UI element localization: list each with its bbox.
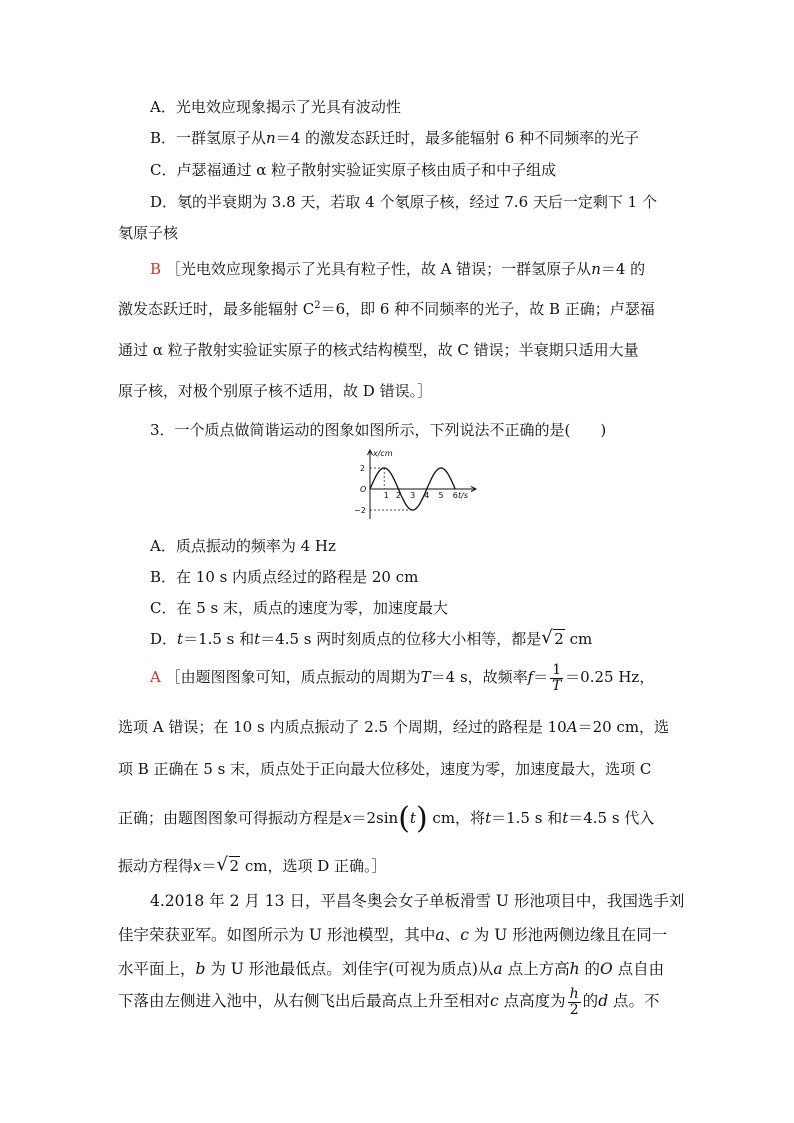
q2-answer-line-3: 通过 α 粒子散射实验证实原子的核式结构模型，故 C 错误；半衰期只适用大量: [118, 341, 639, 359]
q2-option-d-cont: 氡原子核: [118, 224, 179, 242]
q3-option-a: A．质点振动的频率为 4 Hz: [150, 537, 336, 555]
shm-graph: [340, 447, 480, 525]
y-tick-label: 2: [360, 464, 366, 473]
y-axis-label: x/cm: [373, 449, 393, 458]
q4-line-2: 佳宇荣获亚军。如图所示为 U 形池模型，其中a、c 为 U 形池两侧边缘且在同一: [118, 926, 668, 944]
q3-answer-line-2: 选项 A 错误；在 10 s 内质点振动了 2.5 个周期，经过的路程是 10A＝20 cm，选: [118, 718, 670, 736]
q2-option-b: B．一群氢原子从n＝4 的激发态跃迁时，最多能辐射 6 种不同频率的光子: [150, 129, 640, 147]
q3-answer-line-5: 振动方程得x＝√ 2 cm，选项 D 正确。］: [118, 855, 387, 876]
x-tick-label: 3: [410, 491, 416, 500]
x-tick-label: 6: [452, 491, 458, 500]
q4-line-4: 下落由左侧进入池中，从右侧飞出后最高点上升至相对c 点高度为 $\frac{h}{2}$ 的d 点。不: [118, 986, 660, 1018]
q3-answer-line-3: 项 B 正确在 5 s 末，质点处于正向最大位移处，速度为零，加速度最大，选项 C: [118, 760, 652, 778]
sqrt-symbol: √ 2: [219, 857, 241, 875]
x-tick-label: 5: [438, 491, 444, 500]
sqrt-symbol: √ 2: [543, 630, 565, 648]
q2-answer-line-1: B ［光电效应现象揭示了光具有粒子性，故 A 错误；一群氢原子从n＝4 的: [150, 260, 646, 278]
q3-answer-line-1: A ［由题图图象可知，质点振动的周期为T＝4 s，故频率f＝ $\frac{1}{T}$ ＝0.25 Hz，: [150, 662, 655, 694]
fraction-1-over-T: $\frac{1}{T}$: [552, 662, 562, 694]
q3-answer-letter: A: [150, 668, 161, 687]
y-tick-label: −2: [354, 506, 366, 515]
q2-option-d: D．氡的半衰期为 3.8 天，若取 4 个氡原子核，经过 7.6 天后一定剩下 1 个: [150, 193, 657, 211]
fraction-h-over-2: $\frac{h}{2}$: [569, 986, 579, 1018]
q3-option-d: D．t＝1.5 s 和t＝4.5 s 两时刻质点的位移大小相等，都是√ 2 cm: [150, 628, 592, 649]
q2-answer-line-4: 原子核，对极个别原子核不适用，故 D 错误。］: [118, 382, 433, 400]
q2-option-a: A．光电效应现象揭示了光具有波动性: [150, 98, 401, 116]
x-tick-label: 1: [383, 491, 389, 500]
q3-stem: 3．一个质点做简谐运动的图象如图所示，下列说法不正确的是( ): [150, 421, 607, 439]
q2-option-c: C．卢瑟福通过 α 粒子散射实验证实原子核由质子和中子组成: [150, 161, 557, 179]
q3-option-c: C．在 5 s 末，质点的速度为零，加速度最大: [150, 599, 449, 617]
q3-option-b: B．在 10 s 内质点经过的路程是 20 cm: [150, 568, 419, 586]
q3-answer-line-4: 正确；由题图图象可得振动方程是x＝2sin(t) cm，将t＝1.5 s 和t＝4.5 s 代入: [118, 801, 655, 836]
q2-answer-letter: B: [150, 260, 162, 278]
q4-line-1: 4.2018 年 2 月 13 日，平昌冬奥会女子单板滑雪 U 形池项目中，我国选手刘: [150, 892, 685, 910]
x-tick-label: 2: [395, 491, 401, 500]
origin-label: O: [360, 485, 367, 494]
q4-line-3: 水平面上，b 为 U 形池最低点。刘佳宇(可视为质点)从a 点上方高h 的O 点自由: [118, 960, 665, 978]
graph-axes: [368, 450, 477, 519]
q2-answer-line-2: 激发态跃迁时，最多能辐射 $C^2=6$，即 6 种不同频率的光子，故 B 正确；卢瑟福: [118, 300, 655, 318]
x-tick-label: 4: [424, 491, 430, 500]
x-axis-label: t/s: [458, 491, 468, 500]
